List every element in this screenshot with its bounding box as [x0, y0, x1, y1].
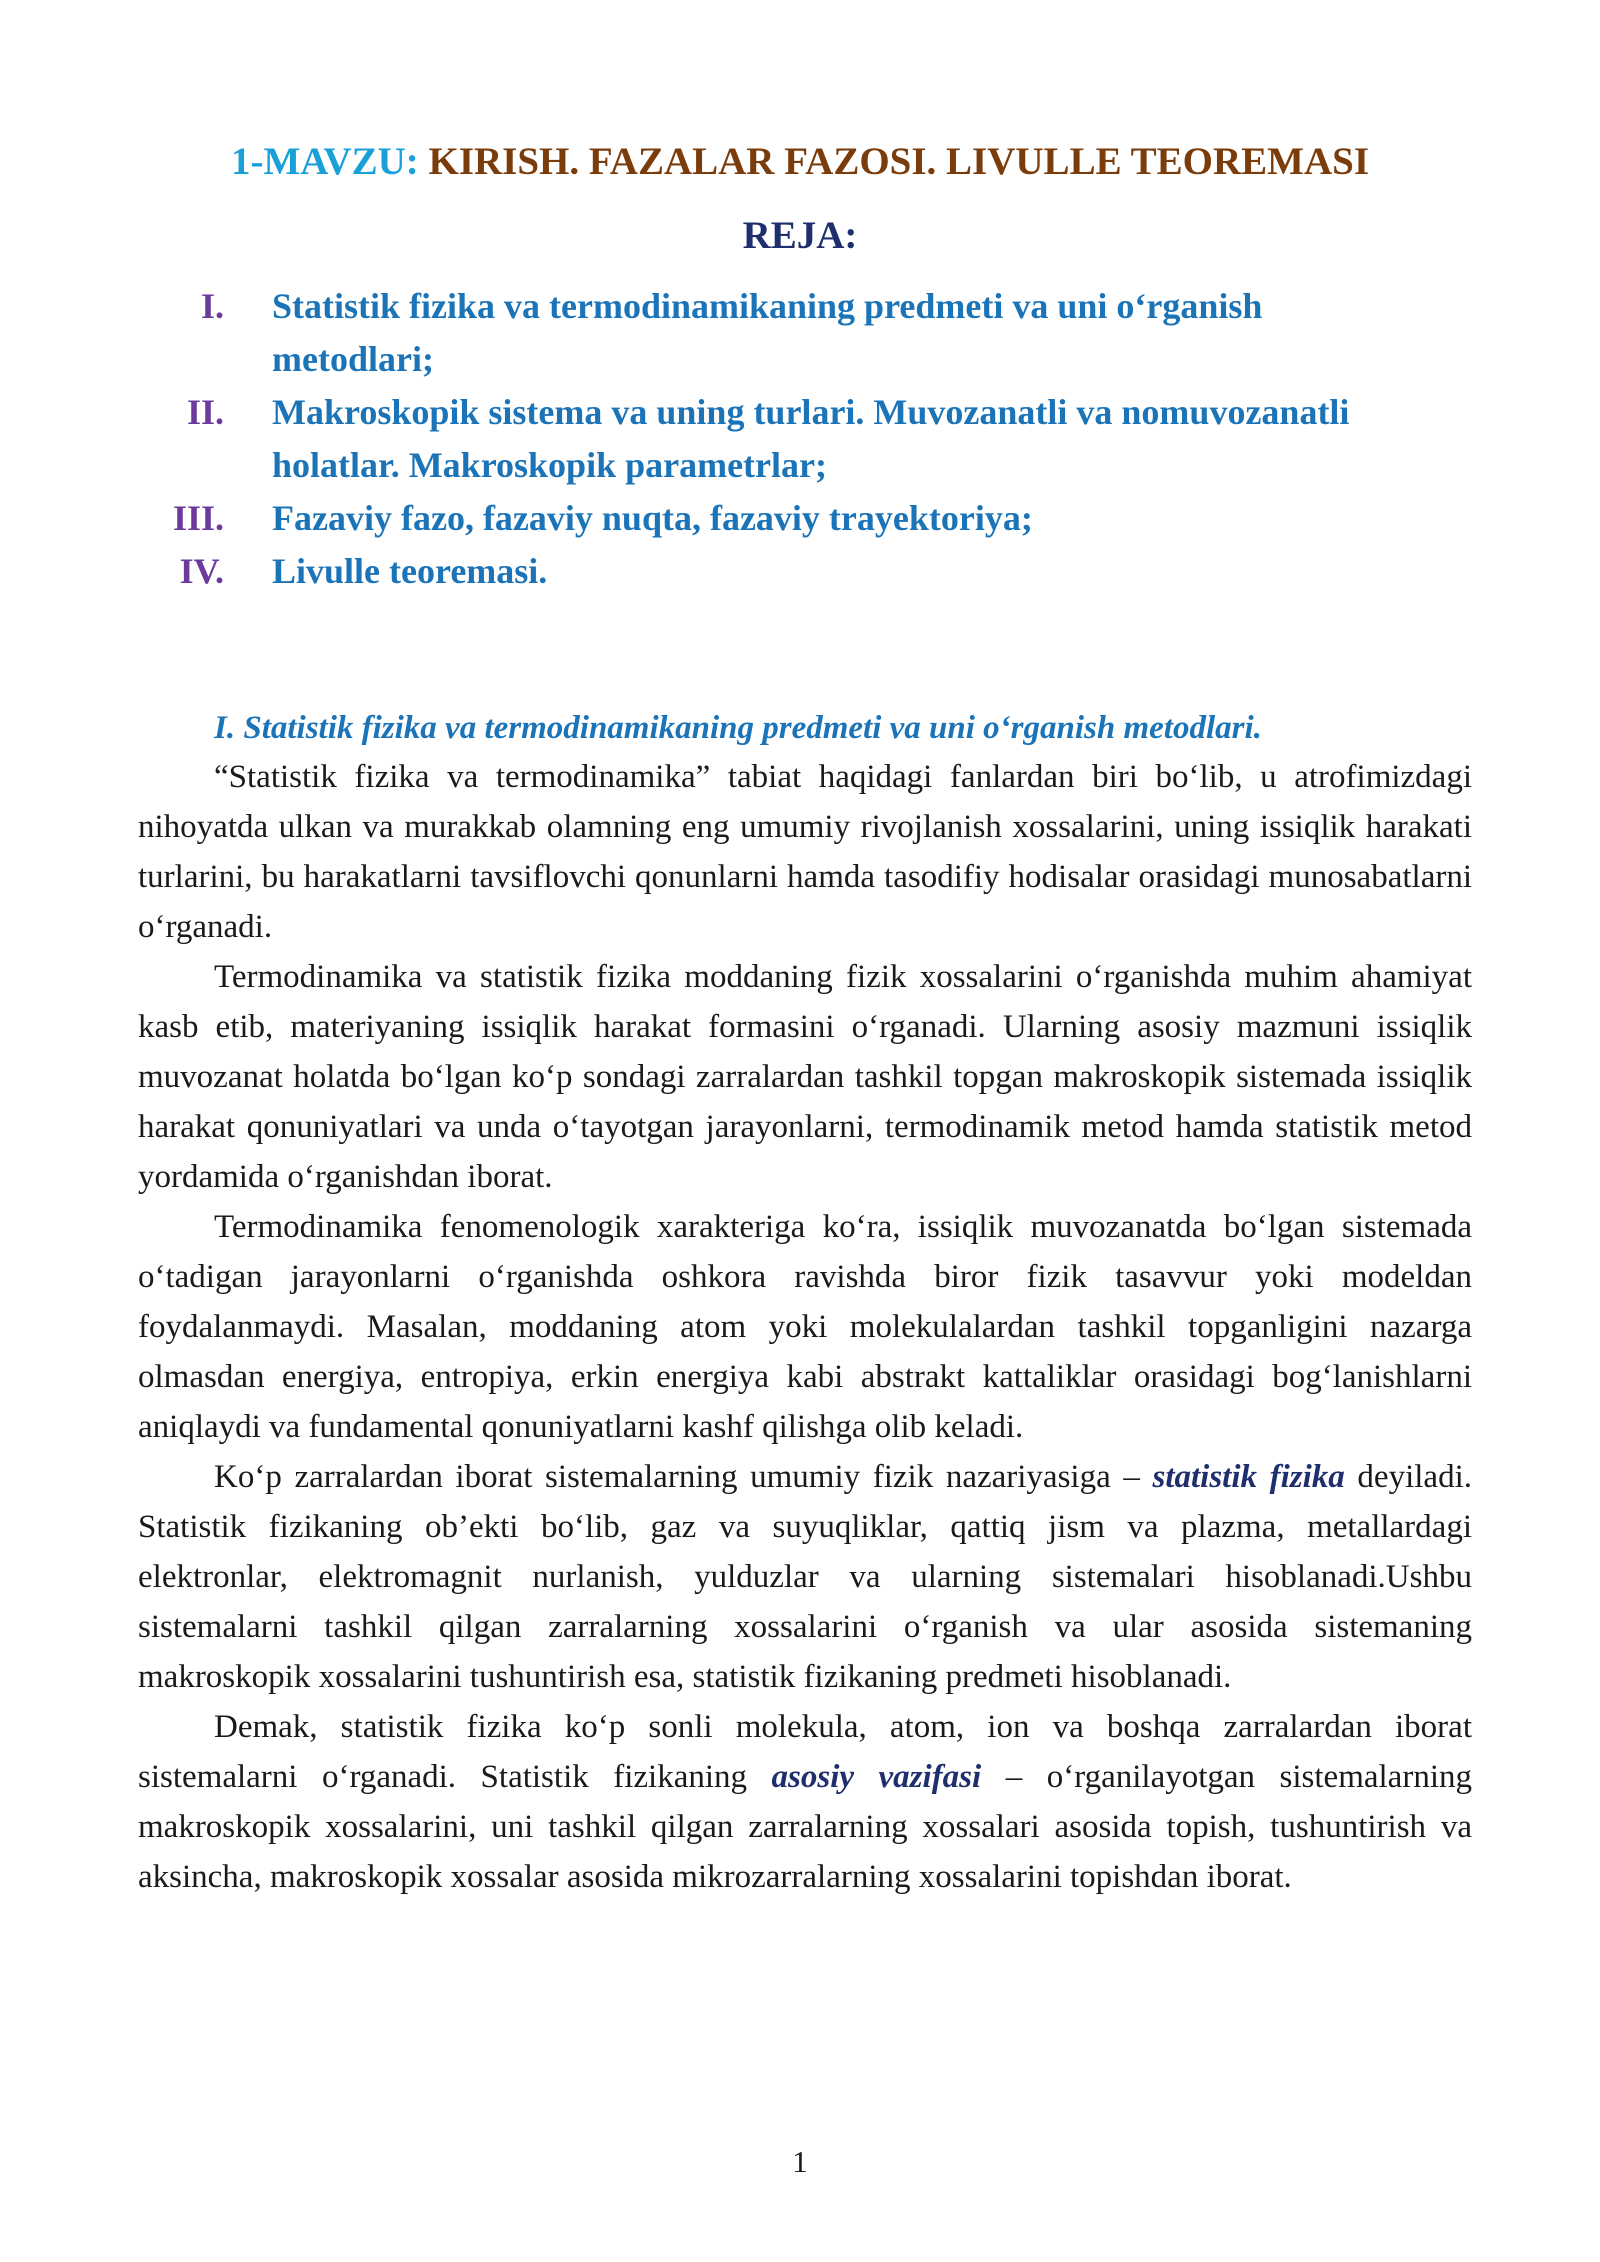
plan-item-number: IV. — [179, 551, 224, 591]
topic-number: 1-MAVZU: — [230, 140, 419, 183]
paragraph-4 — [138, 1452, 1472, 1702]
plan-item — [160, 545, 1460, 598]
term-statistik-fizika: statistik fizika — [1152, 1459, 1345, 1495]
paragraph-4-text-end: deyiladi. Statistik fizikaning ob’ekti bo‘lib, gaz va suyuqliklar, qattiq jism va plazma, metallardagi elektronlar, elektromagnit nurlanish, yulduzlar va ularning sistemalari hisoblanadi.Ushbu sistemalarni tashkil qilgan zarralarning xossalarini o‘rganish va ular asosida sistemaning makroskopik xossalarini tushuntirish esa, statistik fizikaning predmeti hisoblanadi. — [138, 1459, 1472, 1695]
plan-item-number: I. — [200, 286, 224, 326]
paragraph-5-text-end: – o‘rganilayotgan sistemalarning makroskopik xossalarini, uni tashkil qilgan zarralarning xossalari asosida topish, tushuntirish va aksincha, makroskopik xossalar asosida mikrozarralarning xossalarini topishdan iborat. — [138, 1759, 1472, 1895]
document-title — [0, 132, 1600, 192]
plan-item — [160, 492, 1460, 545]
paragraph-2: Termodinamika va statistik fizika moddaning fizik xossalarini o‘rganishda muhim ahamiyat kasb etib, materiyaning issiqlik harakat formasini o‘rganadi. Ularning asosiy mazmuni issiqlik muvozanat holatda bo‘lgan ko‘p sondagi zarralardan tashkil topgan makroskopik sistemada issiqlik harakat qonuniyatlari va unda o‘tayotgan jarayonlarni, termodinamik metod hamda statistik metod yordamida o‘rganishdan iborat. — [138, 959, 1472, 1195]
plan-list — [160, 280, 1460, 598]
section-body — [138, 752, 1472, 1902]
topic-title: KIRISH. FAZALAR FAZOSI. LIVULLE TEOREMASI — [428, 140, 1370, 183]
page-number: 1 — [792, 2144, 808, 2179]
plan-item-number: II. — [186, 392, 224, 432]
plan-item-text: Makroskopik sistema va uning turlari. Muvozanatli va nomuvozanatli holatlar. Makroskopik parametrlar; — [272, 392, 1350, 485]
paragraph-1: “Statistik fizika va termodinamika” tabiat haqidagi fanlardan biri bo‘lib, u atrofimizdagi nihoyatda ulkan va murakkab olamning eng umumiy rivojlanish xossalarini, uning issiqlik harakati turlarini, bu harakatlarni tavsiflovchi qonunlarni hamda tasodifiy hodisalar orasidagi munosabatlarni o‘rganadi. — [138, 759, 1472, 945]
paragraph-5-text-start: Demak, statistik fizika ko‘p sonli molekula, atom, ion va boshqa zarralardan iborat sistemalarni o‘rganadi. Statistik fizikaning — [138, 1709, 1472, 1795]
paragraph-3: Termodinamika fenomenologik xarakteriga ko‘ra, issiqlik muvozanatda bo‘lgan sistemada o‘tadigan jarayonlarni o‘rganishda oshkora ravishda biror fizik tasavvur yoki modeldan foydalanmaydi. Masalan, moddaning atom yoki molekulalardan tashkil topganligini nazarga olmasdan energiya, entropiya, erkin energiya kabi abstrakt kattaliklar orasidagi bog‘lanishlarni aniqlaydi va fundamental qonuniyatlarni kashf qilishga olib keladi. — [138, 1209, 1472, 1445]
paragraph-4-text-start: Ko‘p zarralardan iborat sistemalarning umumiy fizik nazariyasiga – — [214, 1459, 1153, 1495]
plan-item — [160, 280, 1460, 386]
plan-heading: REJA: — [742, 214, 858, 257]
section-heading: I. Statistik fizika va termodinamikaning predmeti va uni o‘rganish metodlari. — [214, 710, 1262, 746]
plan-item-text: Statistik fizika va termodinamikaning predmeti va uni o‘rganish metodlari; — [272, 286, 1263, 379]
term-asosiy-vazifasi: asosiy vazifasi — [771, 1759, 982, 1795]
plan-item — [160, 386, 1460, 492]
plan-item-text: Fazaviy fazo, fazaviy nuqta, fazaviy trayektoriya; — [272, 498, 1033, 538]
paragraph-5 — [138, 1702, 1472, 1902]
plan-item-text: Livulle teoremasi. — [272, 551, 548, 591]
plan-item-number: III. — [172, 498, 224, 538]
